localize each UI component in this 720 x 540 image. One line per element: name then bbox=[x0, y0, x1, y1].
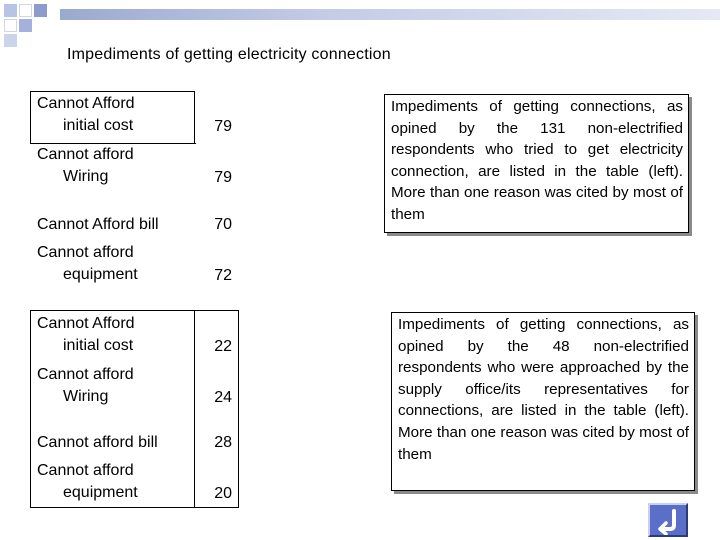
label-line2: Wiring bbox=[63, 388, 109, 405]
row-label bbox=[37, 242, 138, 286]
deco-square bbox=[19, 4, 32, 17]
label-line1: Cannot afford bbox=[37, 462, 134, 479]
label-line1: Cannot afford bbox=[37, 146, 134, 163]
row-value: 79 bbox=[214, 169, 232, 186]
label-line2: equipment bbox=[63, 266, 138, 283]
row-value: 72 bbox=[214, 267, 232, 284]
row-value: 22 bbox=[214, 338, 232, 355]
label-line1: Cannot afford bbox=[37, 366, 134, 383]
row-label bbox=[37, 364, 134, 408]
row-label bbox=[37, 313, 135, 357]
deco-square bbox=[4, 4, 17, 17]
row-label bbox=[37, 432, 158, 454]
page-title: Impediments of getting electricity connection bbox=[67, 46, 391, 63]
row-value: 24 bbox=[214, 389, 232, 406]
return-button[interactable] bbox=[648, 503, 688, 537]
label-line1: Cannot afford bill bbox=[37, 434, 158, 451]
deco-bar bbox=[60, 9, 720, 20]
return-arrow-icon bbox=[650, 505, 686, 535]
impediments-table-approached bbox=[30, 310, 239, 508]
label-line2: Wiring bbox=[63, 168, 109, 185]
label-line1: Cannot Afford bbox=[37, 95, 135, 112]
deco-square bbox=[4, 34, 17, 47]
note-tried-respondents: Impediments of getting connections, as opined by the 131 non-electrified respondents who tried to get electricity connection, are listed in the table (left). More than one reason was cited by most of them bbox=[384, 94, 689, 233]
label-line2: equipment bbox=[63, 484, 138, 501]
label-line1: Cannot afford bbox=[37, 244, 134, 261]
row-value: 20 bbox=[214, 485, 232, 502]
deco-square bbox=[4, 19, 17, 32]
row-value: 28 bbox=[214, 434, 232, 451]
impediments-table-tried bbox=[30, 91, 239, 286]
label-line1: Cannot Afford bill bbox=[37, 216, 159, 233]
row-value: 70 bbox=[214, 216, 232, 233]
label-line2: initial cost bbox=[63, 337, 134, 354]
note-approached-respondents: Impediments of getting connections, as opined by the 48 non-electrified respondents who were approached by the supply office/its representatives for connections, are listed in the table (left). More than one reason was cited by most of them bbox=[391, 312, 695, 491]
row-label bbox=[37, 460, 138, 504]
label-line1: Cannot Afford bbox=[37, 315, 135, 332]
deco-square bbox=[19, 19, 32, 32]
row-label bbox=[37, 214, 159, 236]
row-value: 79 bbox=[214, 118, 232, 135]
row-label bbox=[37, 93, 135, 137]
label-line2: initial cost bbox=[63, 117, 134, 134]
deco-square bbox=[34, 4, 47, 17]
row-label bbox=[37, 144, 134, 188]
